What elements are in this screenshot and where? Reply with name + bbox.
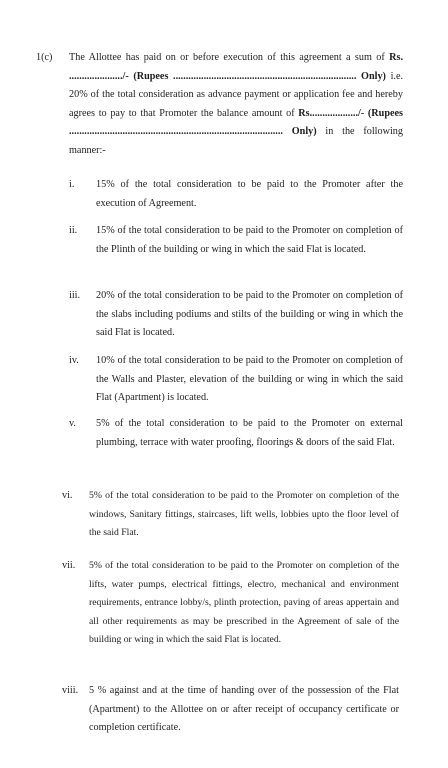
installment-numeral: iii. (69, 290, 81, 301)
installment-text: 5% of the total consideration to be paid to the Promoter on completion of the windows, Sanitary fittings, staircases, lift wells, lobbies upto the floor level of the said Flat. (89, 490, 399, 539)
installment-numeral: vi. (62, 490, 73, 501)
installment-text: 15% of the total consideration to be paid to the Promoter after the execution of Agreement. (96, 179, 403, 209)
installment-text: 5 % against and at the time of handing over of the possession of the Flat (Apartment) to the Allottee on or after receipt of occupancy certificate or completion certificate. (89, 685, 399, 734)
installment-numeral: vii. (62, 560, 76, 571)
installment-numeral: iv. (69, 355, 79, 366)
clause-paragraph (69, 49, 403, 161)
clause-amount-blank-2: Rs.................../- (Rupees .................................................................................... Only) (69, 107, 403, 138)
installment-numeral: v. (69, 418, 76, 429)
installment-text: 15% of the total consideration to be paid to the Promoter on completion of the Plinth of the building or wing in which the said Flat is located. (96, 225, 403, 255)
installment-numeral: i. (69, 179, 75, 190)
clause-number: 1(c) (36, 52, 53, 63)
clause-line1: The Allottee has paid on or before execution of this agreement a sum of (69, 52, 390, 63)
clause-line5: in the following manner:- (69, 126, 403, 156)
clause-amount-blank-1: ...................../- (Rupees ........................................................................ Only) (69, 70, 386, 82)
clause-rs-label: Rs. (389, 52, 403, 63)
installment-text: 10% of the total consideration to be paid to the Promoter on completion of the Walls and Plaster, elevation of the building or wing in which the said Flat (Apartment) is located. (96, 355, 403, 404)
clause-line3: i.e. 20% of the total consideration as advance payment or application fee and hereby agrees to pay to that Promoter the balance amount of (69, 70, 404, 119)
installment-text: 5% of the total consideration to be paid to the Promoter on external plumbing, terrace with water proofing, floorings & doors of the said Flat. (96, 418, 403, 448)
installment-text: 20% of the total consideration to be paid to the Promoter on completion of the slabs including podiums and stilts of the building or wing in which the said Flat is located. (96, 290, 403, 339)
installment-numeral: viii. (62, 685, 79, 696)
installment-text: 5% of the total consideration to be paid to the Promoter on completion of the lifts, water pumps, electrical fittings, electro, mechanical and environment requirements, entrance lobby/s, plinth protection, paving of areas appertain and all other requirements as may be prescribed in the Agreement of sale of the building or wing in which the said Flat is located. (89, 560, 399, 646)
installment-numeral: ii. (69, 225, 78, 236)
